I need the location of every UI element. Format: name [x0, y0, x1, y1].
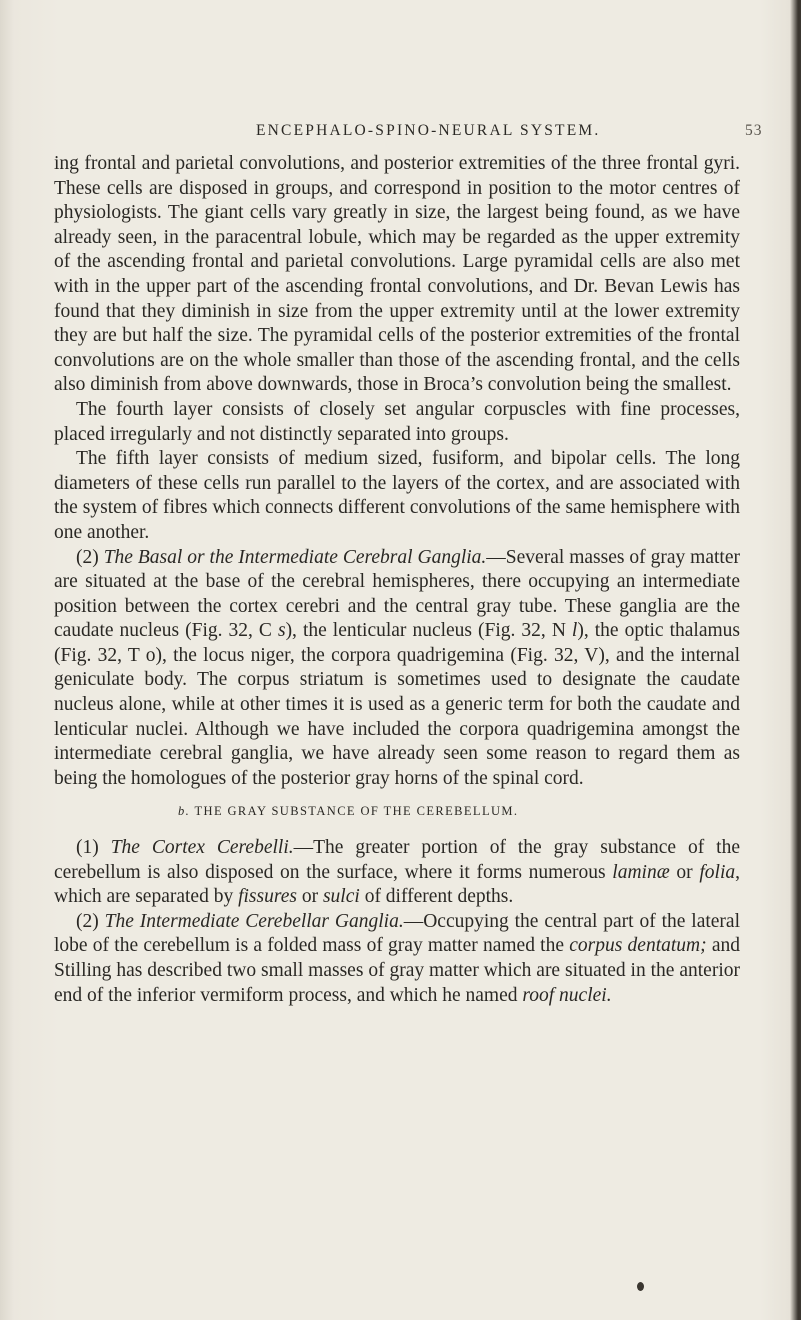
italic-term: l	[571, 620, 578, 642]
text-run: ing frontal and parietal convolutions, and posterior extremities of the three frontal gyri. These cells are disposed in groups, and correspond in position to the motor centres of physiologists. The giant cells vary greatly in size, the largest being found, as we have already seen, in the paracentral lobule, which may be regarded as the upper extremity of the ascending frontal and parietal convolutions. Large pyramidal cells are also met with in the upper part of the ascending frontal convolutions, and Dr. Bevan Lewis has found that they diminish in size from the upper extremity until at the lower extremity they are but half the size. The pyramidal cells of the posterior extremities of the frontal convolutions are on the whole smaller than those of the ascending frontal, and the cells also diminish from above downwards, those in Broca’s convolution being the smallest.	[54, 153, 740, 396]
page-header	[0, 122, 801, 146]
italic-term: The Basal or the Intermediate Cerebral Ganglia.	[103, 546, 487, 568]
running-head: ENCEPHALO-SPINO-NEURAL SYSTEM.	[256, 122, 601, 139]
text-run: or	[296, 886, 323, 908]
section-heading	[54, 799, 740, 824]
paragraph	[54, 910, 740, 1008]
text-run: The fifth layer consists of medium sized, fusiform, and bipolar cells. The long diameters of these cells run parallel to the layers of the cortex, and are associated with the system of fibres which connects different convolutions of the same hemisphere with one another.	[54, 448, 740, 543]
page-number: 53	[745, 122, 763, 139]
italic-term: corpus dentatum;	[569, 935, 707, 957]
paragraph	[54, 398, 740, 447]
italic-term: folia	[699, 861, 736, 883]
text-run: —Occupying the central part of the lateral lobe of the cerebellum is a folded mass of gray matter named the	[54, 910, 740, 957]
text-run: of different depths.	[359, 886, 514, 908]
paragraph	[54, 152, 740, 398]
paragraph	[54, 447, 740, 545]
italic-term: fissures	[238, 886, 297, 908]
body-text	[54, 152, 740, 1008]
ink-spot	[637, 1282, 644, 1291]
italic-term: laminæ	[612, 861, 670, 883]
text-run: (2)	[76, 546, 104, 568]
text-run: , which are separated by	[54, 861, 740, 908]
italic-term: b.	[178, 804, 191, 819]
text-run: or	[669, 861, 700, 883]
text-run: —Several masses of gray matter are situated at the base of the cerebral hemispheres, there occupying an intermediate position between the cortex cerebri and the central gray tube. These ganglia are the caudate nucleus (Fig. 32, C	[54, 546, 740, 642]
italic-term: sulci	[322, 886, 360, 908]
text-run: The fourth layer consists of closely set angular corpuscles with fine processes, placed irregularly and not distinctly separated into groups.	[54, 398, 740, 445]
text-run: —The greater portion of the gray substance of the cerebellum is also disposed on the surface, where it forms numerous	[54, 837, 740, 883]
paragraph	[54, 546, 740, 792]
italic-term: s	[277, 620, 286, 642]
italic-term: roof nuclei.	[522, 984, 612, 1006]
italic-term: The Cortex Cerebelli.	[110, 837, 294, 859]
paragraph	[54, 836, 740, 910]
text-run: and Stilling has described two small masses of gray matter which are situated in the anterior end of the inferior vermiform process, and which he named	[54, 935, 741, 1006]
text-run: (1)	[76, 837, 111, 859]
text-run: ), the lenticular nucleus (Fig. 32, N	[285, 620, 572, 642]
text-run: THE GRAY SUBSTANCE OF THE CEREBELLUM.	[190, 804, 519, 819]
text-run: ), the optic thalamus (Fig. 32, T o), the locus niger, the corpora quadrigemina (Fig. 32, V), and the internal geniculate body. The corpus striatum is sometimes used to designate the caudate nucleus alone, while at other times it is used as a generic term for both the caudate and lenticular nuclei. Although we have included the corpora quadrigemina amongst the intermediate cerebral ganglia, we have already seen some reason to regard them as being the homologues of the posterior gray horns of the spinal cord.	[54, 620, 740, 789]
italic-term: The Intermediate Cerebellar Ganglia.	[104, 910, 404, 932]
text-run: (2)	[76, 910, 105, 932]
